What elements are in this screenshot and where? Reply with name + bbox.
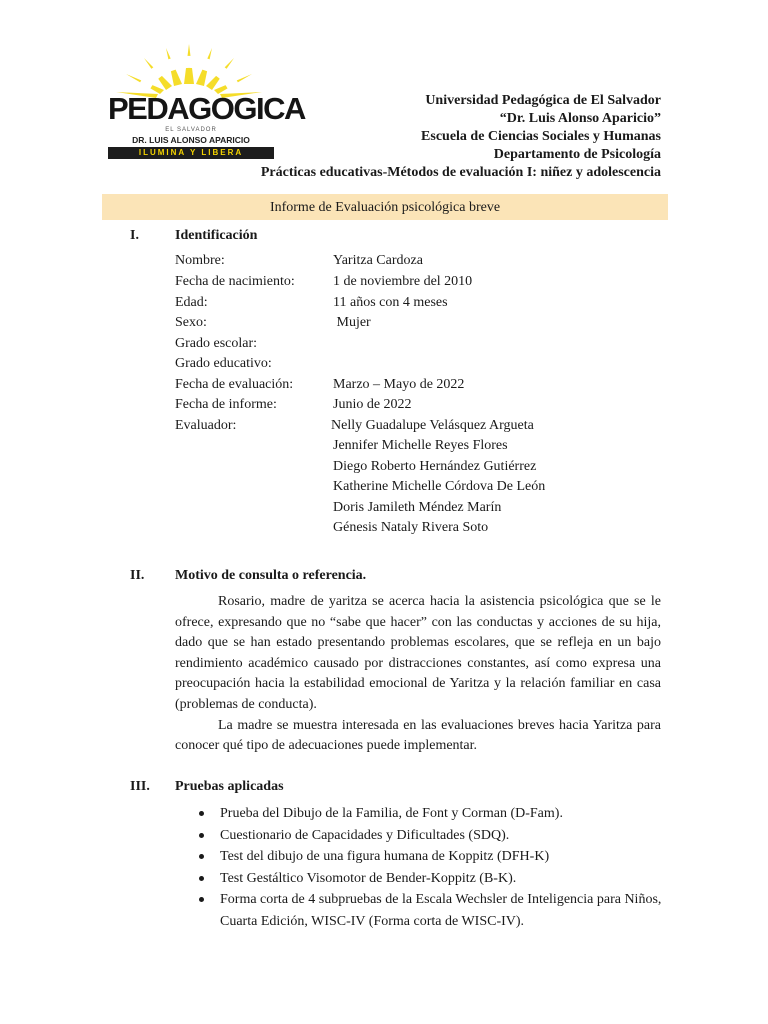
field-value-evaluation-date: Marzo – Mayo de 2022 <box>333 377 465 392</box>
consultation-paragraph <box>175 592 661 757</box>
bullet-icon <box>199 876 204 881</box>
field-label-evaluation-date: Fecha de evaluación: <box>175 377 294 392</box>
field-value-birthdate: 1 de noviembre del 2010 <box>333 274 473 289</box>
field-label-evaluator: Evaluador: <box>175 418 237 433</box>
evaluator-name: Katherine Michelle Córdova De León <box>333 479 546 494</box>
field-label-sex: Sexo: <box>175 315 207 330</box>
bullet-icon <box>199 897 204 902</box>
field-label-age: Edad: <box>175 295 208 310</box>
section-1-title: Identificación <box>175 228 258 243</box>
section-1-number: I. <box>130 228 139 243</box>
field-value-age: 11 años con 4 meses <box>333 295 448 310</box>
evaluator-name: Doris Jamileth Méndez Marín <box>333 500 502 515</box>
field-value-evaluator: Nelly Guadalupe Velásquez Argueta <box>331 418 534 433</box>
list-item-text: Prueba del Dibujo de la Familia, de Font y Corman (D-Fam). <box>220 806 563 821</box>
logo-wordmark: PEDAGOGICA <box>108 91 305 126</box>
logo-country: EL SALVADOR <box>165 127 217 133</box>
university-logo <box>104 36 305 164</box>
header-school: Escuela de Ciencias Sociales y Humanas <box>421 129 661 144</box>
list-item <box>196 846 662 868</box>
logo-motto: ILUMINA Y LIBERA <box>138 148 244 157</box>
report-title-band <box>102 194 668 220</box>
field-label-report-date: Fecha de informe: <box>175 397 277 412</box>
header-university-name: “Dr. Luis Alonso Aparicio” <box>499 111 661 126</box>
bullet-icon <box>199 833 204 838</box>
evaluator-name: Génesis Nataly Rivera Soto <box>333 520 489 535</box>
field-value-report-date: Junio de 2022 <box>333 397 412 412</box>
report-title: Informe de Evaluación psicológica breve <box>269 200 501 215</box>
field-label-school-grade: Grado escolar: <box>175 336 258 351</box>
header-department: Departamento de Psicología <box>493 147 661 162</box>
list-item-text: Forma corta de 4 subpruebas de la Escala Wechsler de Inteligencia para Niños, Cuarta Edición, WISC-IV (Forma corta de WISC-IV). <box>220 892 662 929</box>
consultation-text-2: La madre se muestra interesada en las evaluaciones breves hacia Yaritza para conocer qué tipo de adecuaciones puede implementar. <box>175 717 661 754</box>
header-course: Prácticas educativas-Métodos de evaluación I: niñez y adolescencia <box>260 165 661 180</box>
list-item <box>196 868 662 890</box>
bullet-icon <box>199 854 204 859</box>
header-university: Universidad Pedagógica de El Salvador <box>425 93 661 108</box>
logo-motto-band <box>108 147 274 159</box>
list-item-text: Test Gestáltico Visomotor de Bender-Koppitz (B-K). <box>220 870 517 886</box>
bullet-icon <box>199 811 204 816</box>
evaluator-name: Diego Roberto Hernández Gutiérrez <box>333 459 537 474</box>
list-item-text: Test del dibujo de una figura humana de Koppitz (DFH-K) <box>220 849 550 865</box>
field-value-name: Yaritza Cardoza <box>333 253 423 268</box>
section-2-number: II. <box>130 568 145 583</box>
field-label-education-grade: Grado educativo: <box>175 356 272 371</box>
list-item-text: Cuestionario de Capacidades y Dificultades (SDQ). <box>220 827 510 843</box>
field-label-name: Nombre: <box>175 253 225 268</box>
field-label-birthdate: Fecha de nacimiento: <box>175 274 295 289</box>
logo-founder: DR. LUIS ALONSO APARICIO <box>132 135 250 145</box>
field-value-sex: Mujer <box>333 315 371 330</box>
tests-list <box>196 803 662 933</box>
list-item <box>196 825 662 847</box>
list-item <box>196 889 662 932</box>
list-item <box>196 803 662 825</box>
section-3-title: Pruebas aplicadas <box>175 779 284 794</box>
evaluator-name: Jennifer Michelle Reyes Flores <box>333 438 508 453</box>
section-2-title: Motivo de consulta o referencia. <box>175 568 367 583</box>
consultation-text-1: Rosario, madre de yaritza se acerca hacia la asistencia psicológica que se le ofrece, expresando que no “sabe que hacer” con las conductas y acciones de su hija, dado que se han estado presentando problemas escolares, que se refleja en un bajo rendimiento académico causado por distracciones constantes, así como expresa una preocupación hacia la estabilidad emocional de Yaritza y la relación familiar en casa (problemas de conducta). <box>175 594 661 712</box>
section-3-number: III. <box>130 779 150 794</box>
